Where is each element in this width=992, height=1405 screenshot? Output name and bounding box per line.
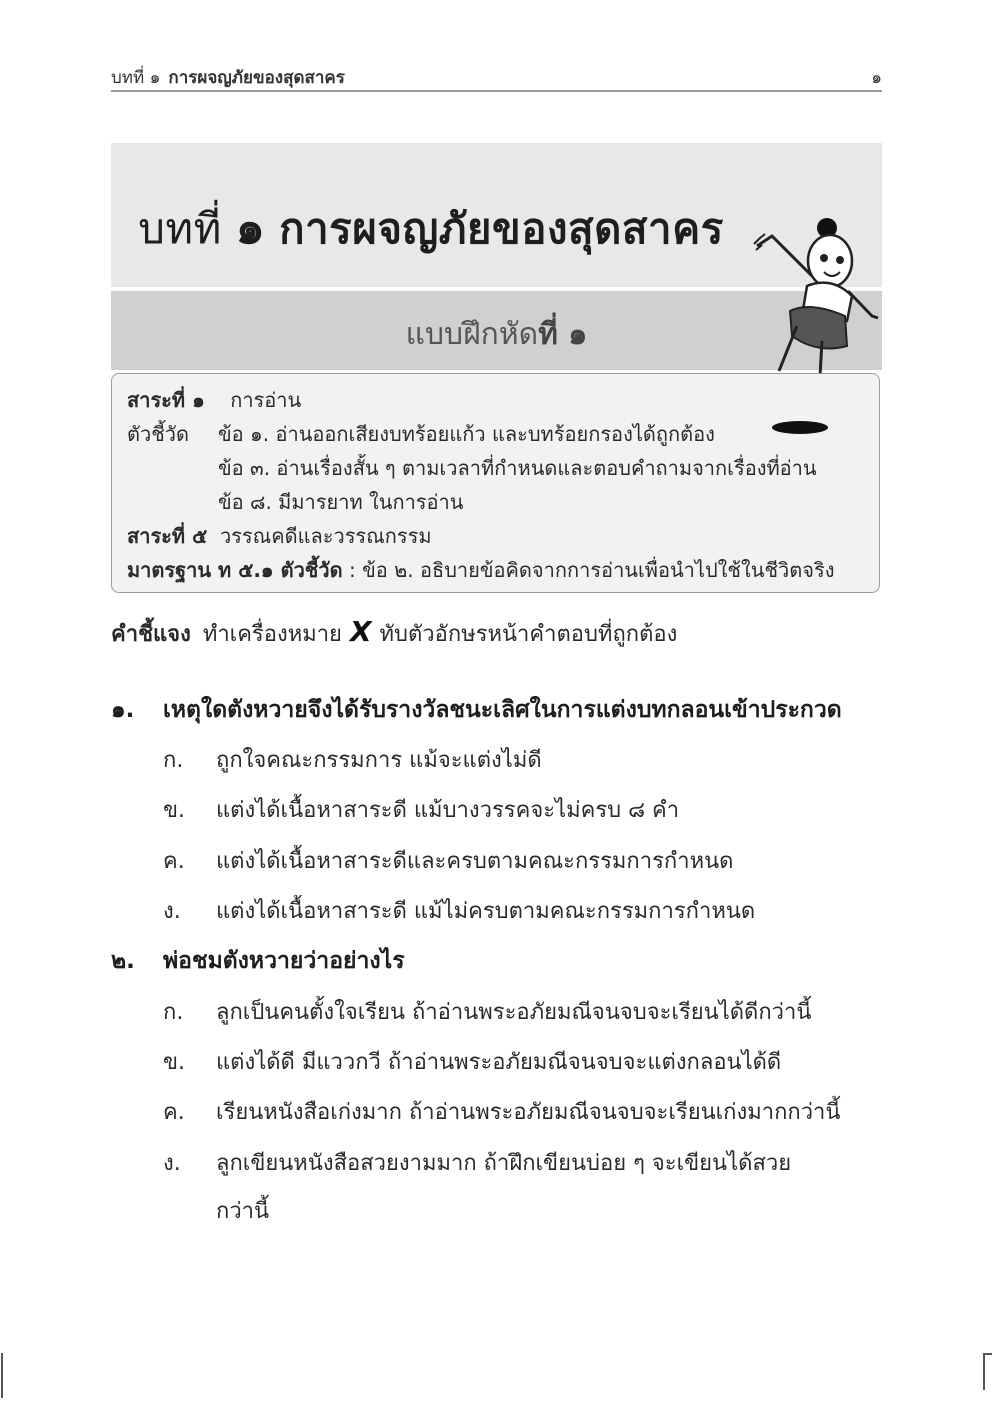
x-mark-icon: X: [349, 615, 372, 648]
question-text: พ่อชมตังหวายว่าอย่างไร: [163, 948, 405, 974]
question-2: [111, 943, 405, 979]
page-number: ๑: [871, 68, 882, 88]
standard-label: มาตรฐาน ท ๕.๑ ตัวชี้วัด: [127, 558, 343, 582]
option-text: แต่งได้เนื้อหาสาระดี แม้บางวรรคจะไม่ครบ ๘ คำ: [216, 798, 680, 823]
option-text: ถูกใจคณะกรรมการ แม้จะแต่งไม่ดี: [216, 748, 542, 773]
chapter-title-prefix: บทที่: [138, 204, 222, 253]
strand-1-label: สาระที่ ๑: [127, 388, 205, 412]
standard-value: : ข้อ ๒. อธิบายข้อคิดจากการอ่านเพื่อนำไปใช้ในชีวิตจริง: [348, 558, 835, 582]
running-header: [111, 62, 882, 92]
indicator-3: ข้อ ๓. อ่านเรื่องสั้น ๆ ตามเวลาที่กำหนดและตอบคำถามจากเรื่องที่อ่าน: [218, 456, 817, 480]
option-1b[interactable]: [163, 792, 679, 827]
question-number: ๑.: [111, 697, 135, 723]
option-1a[interactable]: [163, 742, 542, 777]
indicator-8: ข้อ ๘. มีมารยาท ในการอ่าน: [218, 490, 464, 514]
option-text: แต่งได้เนื้อหาสาระดีและครบตามคณะกรรมการกำหนด: [216, 849, 734, 874]
chapter-title-number: ๑: [235, 200, 266, 254]
option-2c[interactable]: [163, 1094, 840, 1129]
mascot-shadow-icon: [772, 421, 828, 434]
indicator-label: ตัวชี้วัด: [127, 422, 190, 446]
option-letter[interactable]: ก.: [163, 1000, 184, 1025]
instruction: [111, 615, 677, 651]
option-letter[interactable]: ค.: [163, 1100, 185, 1125]
option-text: แต่งได้เนื้อหาสาระดี แม้ไม่ครบตามคณะกรรมการกำหนด: [216, 899, 756, 924]
exercise-number: ที่ ๑: [538, 317, 588, 352]
option-1d[interactable]: [163, 893, 755, 928]
option-letter[interactable]: ก.: [163, 748, 184, 773]
option-letter[interactable]: ค.: [163, 849, 185, 874]
crop-mark-right: [983, 1353, 992, 1390]
option-text: ลูกเป็นคนตั้งใจเรียน ถ้าอ่านพระอภัยมณีจนจบจะเรียนได้ดีกว่านี้: [216, 1000, 812, 1025]
question-1: [111, 692, 842, 728]
option-letter[interactable]: ง.: [163, 1151, 181, 1176]
crop-mark-left: [0, 1353, 3, 1398]
strand-5-label: สาระที่ ๕: [127, 524, 208, 548]
chapter-title: [111, 191, 751, 264]
option-letter[interactable]: ข.: [163, 798, 186, 823]
strand-1: [127, 384, 301, 416]
option-2d[interactable]: [163, 1145, 791, 1180]
header-chapter-label: บทที่ ๑: [111, 68, 161, 88]
option-text: แต่งได้ดี มีแววกวี ถ้าอ่านพระอภัยมณีจนจบจะแต่งกลอนได้ดี: [216, 1050, 782, 1075]
question-number: ๒.: [111, 948, 135, 974]
option-text: ลูกเขียนหนังสือสวยงามมาก ถ้าฝึกเขียนบ่อย ๆ จะเขียนได้สวย: [216, 1151, 792, 1176]
option-2a[interactable]: [163, 994, 811, 1029]
option-letter[interactable]: ง.: [163, 899, 181, 924]
exercise-label: แบบฝึกหัด: [405, 317, 539, 352]
option-1c[interactable]: [163, 843, 733, 878]
instruction-text-before: ทำเครื่องหมาย: [202, 622, 342, 647]
strand-5-value: วรรณคดีและวรรณกรรม: [219, 524, 432, 548]
chapter-title-text: การผจญภัยของสุดสาคร: [279, 204, 724, 253]
option-text: เรียนหนังสือเก่งมาก ถ้าอ่านพระอภัยมณีจนจบจะเรียนเก่งมากกว่านี้: [216, 1100, 841, 1125]
standard: [127, 554, 834, 586]
instruction-text-after: ทับตัวอักษรหน้าคำตอบที่ถูกต้อง: [379, 622, 678, 647]
strand-5: [127, 520, 432, 552]
header-chapter: [111, 64, 345, 91]
option-2b[interactable]: [163, 1044, 781, 1079]
option-2d-continuation: กว่านี้: [216, 1199, 270, 1224]
instruction-label: คำชี้แจง: [111, 622, 191, 647]
strand-1-value: การอ่าน: [230, 388, 302, 412]
curriculum-info-box: [111, 373, 880, 593]
option-letter[interactable]: ข.: [163, 1050, 186, 1075]
indicator-1: ข้อ ๑. อ่านออกเสียงบทร้อยแก้ว และบทร้อยกรองได้ถูกต้อง: [218, 422, 715, 446]
header-chapter-title: การผจญภัยของสุดสาคร: [168, 68, 345, 88]
question-text: เหตุใดตังหวายจึงได้รับรางวัลชนะเลิศในการแต่งบทกลอนเข้าประกวด: [163, 697, 842, 723]
